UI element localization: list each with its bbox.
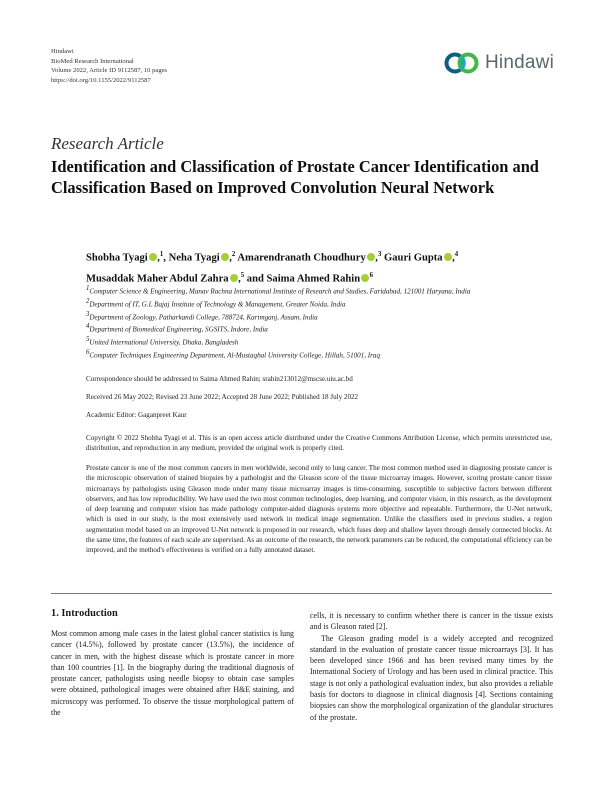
body-paragraph: The Gleason grading model is a widely accepted and recognized standard in the evaluation of prostate cancer tissue microarrays [3]. It has been developed since 1966 and has been revised many times by the International Society of Urology and has been used in clinical practice. This stage is not only a pathological evaluation index, but also provides a reliable basis for doctors to diagnose in clinical diagnosis [4]. Sections containing biopsies can show the morphological organization of the glandular structures of the prostate. (310, 633, 553, 722)
author-name[interactable]: Neha Tyagi (168, 252, 220, 264)
academic-editor: Academic Editor: Gaganpreet Kaur (86, 411, 187, 419)
section-divider (51, 593, 552, 594)
author-affil-ref: 5 (240, 272, 245, 280)
article-type: Research Article (51, 134, 164, 153)
section-heading: 1. Introduction (51, 608, 118, 619)
affiliation-item: $^2$Department of IT, G.L Bajaj Institute of Technology & Management, Greater Noida, India (86, 297, 346, 309)
author-list: Shobha Tyagi ,$^1$, Neha Tyagi ,$^2$ Amarendranath Choudhury ,$^3$ Gauri Gupta ,$^4$ Musaddak Maher Abdul Zahra ,$^5$ and Saima Ahmed Rahin $^6$ (86, 251, 459, 285)
author-name[interactable]: Saima Ahmed Rahin (266, 273, 361, 285)
affiliation-item: $^5$United International University, Dhaka, Bangladesh (86, 336, 239, 347)
affiliation-item: $^3$Department of Zoology, Patharkandi College, 788724, Karimganj, Assam, India (86, 310, 318, 321)
abstract: Prostate cancer is one of the most common cancers in men worldwide, second only to lung cancer. The most common method used in diagnosing prostate cancer is the microscopic observation of stained biopsies by a pathologist and the Gleason score of the tissue microarray images. However, scoring prostate cancer tissue microarrays by pathologists using Gleason mode under many tissue microarray images is time-consuming, susceptible to subjective factors between different observers, and has low reproducibility. We have used the two most common technologies, deep learning, and computer vision, in this research, as the development of deep learning and computer vision has made pathology computer-aided diagnosis systems more objective and repeatable. Furthermore, the U-Net network, which is used in our study, is the most extensively used network in medical image segmentation. Unlike the classifiers used in previous studies, a region segmentation model based on an improved U-Net network is proposed in our research, which fuses deep and shallow layers through densely connected blocks. At the same time, the features of each scale are supervised. As an outcome of the research, the network parameters can be reduced, the computational efficiency can be improved, and the method's effectiveness is verified on a fully annotated dataset. (86, 464, 552, 555)
orcid-icon[interactable] (367, 253, 375, 261)
affiliation-item: $^4$Department of Biomedical Engineering, SGSITS, Indore, India (86, 323, 268, 334)
affiliation-list (86, 284, 546, 361)
orcid-icon[interactable] (230, 274, 238, 282)
author-affil-ref: 1 (159, 251, 164, 258)
body-paragraph: cells, it is necessary to confirm whether there is cancer in the tissue exists and is Gleason rated [2]. (310, 611, 553, 632)
hindawi-logo[interactable] (444, 48, 554, 78)
volume-info: Volume 2022, Article ID 9112587, 10 pages (51, 67, 168, 75)
author-name[interactable]: Musaddak Maher Abdul Zahra (86, 273, 229, 285)
hindawi-logo-icon (444, 50, 480, 76)
affiliation-item: $^1$Computer Science & Engineering, Manav Rachna International Institute of Research and Studies, Faridabad, 121001 Haryana, India (86, 285, 471, 296)
author-name[interactable]: Shobha Tyagi (86, 252, 148, 264)
orcid-icon[interactable] (221, 253, 229, 261)
paper-title: Identification and Classification of Prostate Cancer Identification and Classification Based on Improved Convolution Neural Network (51, 157, 539, 197)
correspondence: Correspondence should be addressed to Saima Ahmed Rahin; srahin213012@mscse.uiu.ac.bd (86, 375, 353, 383)
body-paragraph: Most common among male cases in the latest global cancer statistics is lung cancer (14.5%), followed by prostate cancer (13.5%), the incidence of cancer in men, with the highest disease which is prostate cancer in more than 100 countries [1]. In the biography during the traditional diagnosis of prostate cancer, pathologists using needle biopsy to obtain case samples were obtained, pathological images were obtained after H&E staining, and microscopy was performed. To observe the tissue morphological pattern of the (51, 629, 294, 718)
author-affil-ref: 6 (369, 272, 374, 280)
author-affil-ref: 2 (231, 251, 236, 258)
body-column-left (51, 608, 294, 718)
author-affil-ref: 3 (377, 251, 382, 258)
author-name[interactable]: Gauri Gupta (384, 252, 443, 264)
orcid-icon[interactable] (149, 253, 157, 261)
publication-dates: Received 26 May 2022; Revised 23 June 2022; Accepted 28 June 2022; Published 18 July 2022 (86, 393, 359, 401)
orcid-icon[interactable] (361, 274, 369, 282)
journal-name: BioMed Research International (51, 57, 134, 65)
logo-text: Hindawi (485, 52, 554, 73)
orcid-icon[interactable] (444, 253, 452, 261)
journal-header (51, 47, 167, 85)
doi-link[interactable]: https://doi.org/10.1155/2022/9112587 (51, 76, 151, 84)
author-affil-ref: 4 (454, 251, 459, 258)
publisher-name: Hindawi (51, 48, 74, 55)
body-column-right (310, 610, 553, 723)
affiliation-item: $^6$Computer Techniques Engineering Department, Al-Mustaqbal University College, Hillah, 51001, Iraq (86, 348, 381, 360)
author-name[interactable]: Amarendranath Choudhury (237, 252, 366, 264)
copyright-notice: Copyright © 2022 Shobha Tyagi et al. This is an open access article distributed under the Creative Commons Attribution License, which permits unrestricted use, distribution, and reproduction in any medium, provided the original work is properly cited. (86, 434, 552, 453)
